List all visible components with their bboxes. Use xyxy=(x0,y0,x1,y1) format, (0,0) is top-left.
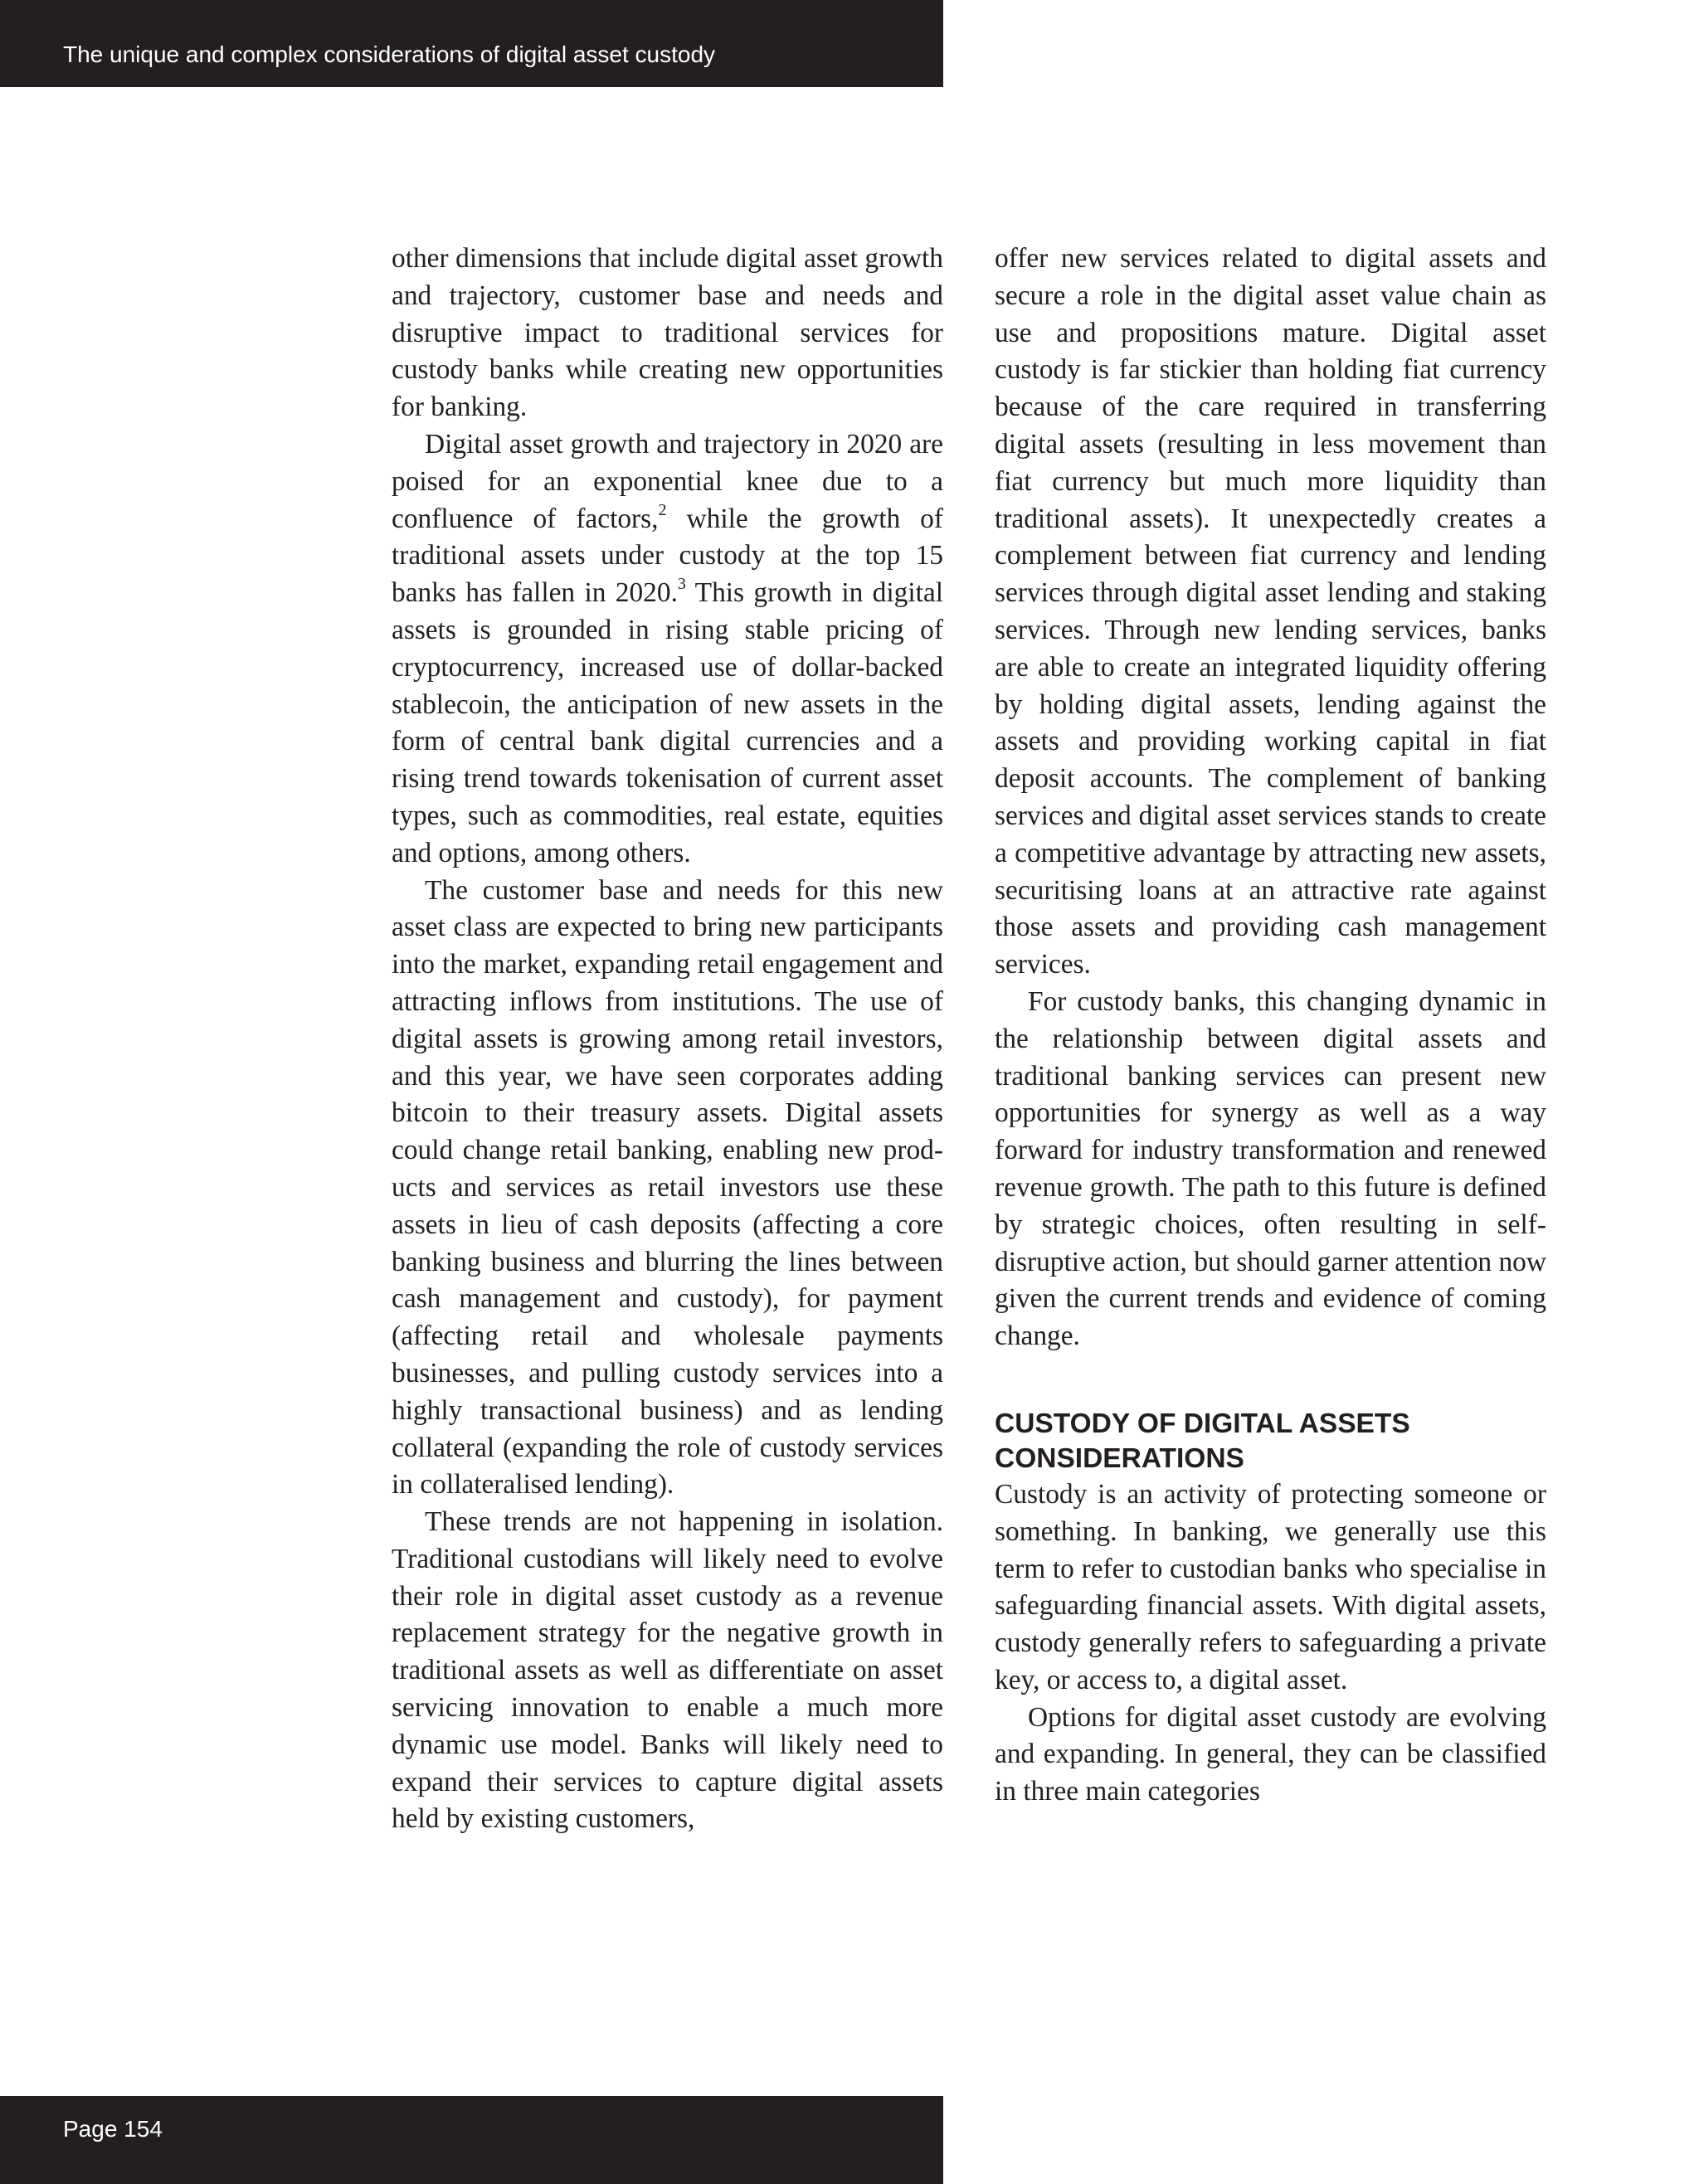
footnote-ref-2[interactable]: 2 xyxy=(658,500,667,519)
left-paragraph-2-text-a: Digital asset growth and trajectory in 2020 are poised for an exponential knee due to a confluence of factors, xyxy=(392,428,943,534)
left-paragraph-2 xyxy=(392,426,943,873)
right-paragraph-4: Options for digital asset custody are evolving and expanding. In general, they can be classified in three main categories xyxy=(995,1701,1546,1807)
left-paragraph-2-text-b: while the growth of traditional assets under custody at the top 15 banks has fallen in 2020. xyxy=(392,503,943,609)
left-paragraph-2-text-c: This growth in digital assets is grounded in rising stable pricing of cryptocurrency, increased use of dollar-backed stablecoin, the anticipation of new assets in the form of central bank digital currencies and a rising trend towards tokenisation of current asset types, such as commodities, real estate, equities and options, among others. xyxy=(392,577,943,868)
right-paragraph-2: For custody banks, this changing dynamic in the relationship between digital assets and traditional banking services can present new opportunities for synergy as well as a way forward for industry transformation and renewed revenue growth. The path to this future is defined by strategic choices, often resulting in self-disruptive action, but should garner attention now given the current trends and evidence of coming change. xyxy=(995,985,1546,1352)
right-paragraph-3: Custody is an activity of protecting someone or something. In banking, we generally use this term to refer to custodian banks who specialise in safeguarding financial assets. With digital assets, custody generally refers to safeguarding a private key, or access to, a digital asset. xyxy=(995,1478,1546,1695)
running-header-title: The unique and complex considerations of digital asset custody xyxy=(63,41,716,67)
left-paragraph-4: These trends are not happening in isolation. Traditional custodians will likely need to evolve their role in digital asset custody as a revenue replacement strategy for the negative growth in traditional assets as well as differentiate on asset servicing innovation to enable a much more dynamic use model. Banks will likely need to expand their services to capture digital assets held by existing customers, xyxy=(392,1506,943,1835)
right-paragraph-1: offer new services related to digital assets and secure a role in the digital asset value chain as use and propositions mature. Digital asset custody is far stickier than holding fiat currency because of the care required in transferring digital assets (resulting in less movement than fiat currency but much more liquidity than traditional assets). It unexpectedly creates a complement between fiat currency and lending services through digital asset lending and staking services. Through new lending services, banks are able to create an integrated liquidity offering by holding digital assets, lending against the assets and providing working capital in fiat deposit accounts. The complement of banking services and digital asset services stands to create a competitive advantage by attracting new assets, securitising loans at an attractive rate against those assets and providing cash management services. xyxy=(995,243,1546,980)
section-heading: CUSTODY OF DIGITAL ASSETS CONSIDERATIONS xyxy=(995,1408,1410,1474)
left-paragraph-3: The customer base and needs for this new asset class are expected to bring new participants into the market, expanding retail engagement and attracting inflows from institutions. The use of digital assets is growing among retail investors, and this year, we have seen corporates adding bitcoin to their treasury assets. Digital assets could change retail banking, enabling new products and services as retail investors use these assets in lieu of cash deposits (affecting a core banking business and blurring the lines between cash management and custody), for payment (affecting retail and wholesale payments businesses, and pulling custody services into a highly transactional business) and as lending collateral (expanding the role of custody services in collateralised lending). xyxy=(392,874,943,1501)
page-number: Page 154 xyxy=(63,2116,163,2142)
left-text-column xyxy=(392,241,943,1838)
page-footer xyxy=(0,2096,943,2184)
footnote-ref-3[interactable]: 3 xyxy=(677,575,686,594)
running-header xyxy=(0,0,943,87)
right-text-column xyxy=(995,241,1546,1811)
left-paragraph-1: other dimensions that include digital asset growth and trajectory, customer base and needs and disruptive impact to traditional services for custody banks while creating new opportunities for banking. xyxy=(392,243,943,423)
